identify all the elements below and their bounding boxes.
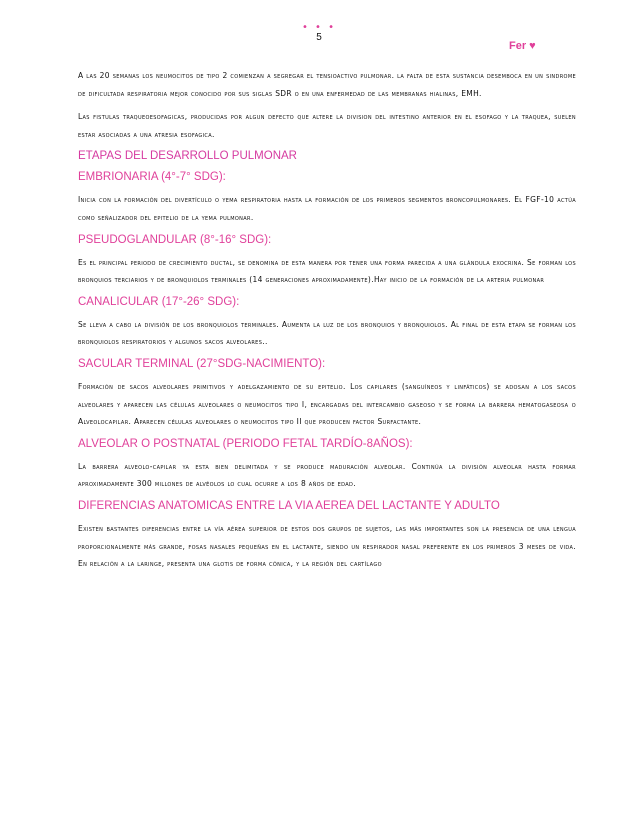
paragraph-embrionaria: Inicia con la formación del divertículo o yema respiratoria hasta la formación de los primeros segmentos broncopulmonares. El FGF-10 actúa como señalizador del epitelio de la yema pulmonar.	[78, 195, 576, 222]
paragraph-sacular: Formación de sacos alveolares primitivos y adelgazamiento de su epitelio. Los capilares (sanguíneos y linfáticos) se adosan a los sacos alveolares y aparecen las células alveolares o neumocitos tipo I, encargadas del intercambio gaseoso y se forma la barrera hematogaseosa o Alveolocapilar. Aparecen células alveolares o neumocitos tipo II que producen factor Surfactante.	[78, 381, 576, 427]
paragraph-alveolar: La barrera alveolo-capilar ya esta bien delimitada y se produce maduración alveolar. Continúa la división alveolar hasta formar aproximadamente 300 millones de alvéolos lo cual ocurre a los 8 años de edad.	[78, 461, 576, 489]
paragraph-diferencias: Existen bastantes diferencias entre la vía aérea superior de estos dos grupos de sujetos, las más importantes son la presencia de una lengua proporcionalmente más grande, fosas nasales pequeñas en el lactante, siendo un respirador nasal preferente en los primeros 3 meses de vida. En relación a la laringe, presenta una glotis de forma cónica, y la región del cartílago	[78, 523, 576, 569]
paragraph-fistulas: Las fistulas traqueoesofagicas, producidas por algun defecto que altere la division del intestino anterior en el esofago y la traquea, suelen estar asociadas a una atresia esofagica.	[78, 112, 576, 139]
decorative-dots: • • •	[301, 22, 337, 33]
heading-diferencias: DIFERENCIAS ANATOMICAS ENTRE LA VIA AEREA DEL LACTANTE Y ADULTO	[78, 499, 500, 512]
heading-embrionaria: EMBRIONARIA (4°-7° SDG):	[78, 171, 226, 184]
page-number: 5	[316, 32, 322, 43]
heading-etapas: ETAPAS DEL DESARROLLO PULMONAR	[78, 150, 297, 163]
page-number-block	[0, 24, 638, 43]
document-body	[78, 67, 576, 579]
heading-sacular: SACULAR TERMINAL (27°SDG-NACIMIENTO):	[78, 357, 326, 370]
heading-pseudoglandular: PSEUDOGLANDULAR (8°-16° SDG):	[78, 233, 272, 246]
paragraph-canalicular: Se lleva a cabo la división de los bronquiolos terminales. Aumenta la luz de los bronquios y bronquiolos. Al final de esta etapa se forman los bronquiolos respiratorios y algunos sacos alveolares..	[78, 319, 576, 347]
paragraph-surfactante: A las 20 semanas los neumocitos de tipo 2 comienzan a segregar el tensioactivo pulmonar. la falta de esta sustancia desemboca en un sindrome de dificultada respiratoria mejor conocido por sus siglas SDR o en una enfermedad de las membranas hialinas, EMH.	[78, 71, 576, 98]
heading-canalicular: CANALICULAR (17°-26° SDG):	[78, 295, 240, 308]
paragraph-pseudoglandular: Es el principal periodo de crecimiento ductal, se denomina de esta manera por tener una forma parecida a una glándula exocrina. Se forman los bronquios terciarios y de bronquiolos terminales (14 generaciones aproximadamente).Hay inicio de la formación de la arteria pulmonar	[78, 257, 576, 285]
author-signature: Fer ♥	[509, 40, 536, 52]
heading-alveolar: ALVEOLAR O POSTNATAL (PERIODO FETAL TARDÍO-8AÑOS):	[78, 437, 413, 450]
